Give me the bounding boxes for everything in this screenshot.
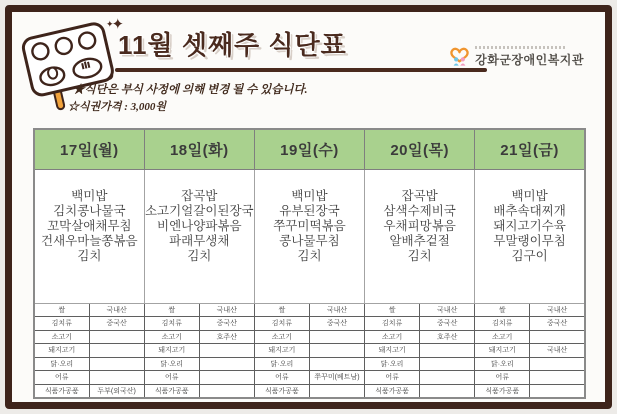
origin-value	[89, 330, 144, 344]
origin-value	[420, 371, 475, 385]
origin-value	[89, 371, 144, 385]
origin-label: 소고기	[475, 330, 530, 344]
menu-item: 꼬막살애채무침	[47, 218, 132, 233]
menu-cell	[34, 169, 144, 303]
day-header-row	[34, 129, 585, 169]
origin-label: 소고기	[254, 330, 309, 344]
notice-price: ☆식권가격 : 3,000원	[68, 101, 167, 113]
origin-value	[199, 384, 254, 398]
origin-value	[420, 357, 475, 371]
origin-value	[309, 384, 364, 398]
origin-value	[309, 357, 364, 371]
origin-label: 소고기	[34, 330, 89, 344]
origin-label: 김치류	[365, 317, 420, 331]
menu-item: 파래무생채	[169, 234, 230, 249]
origin-label: 돼지고기	[144, 344, 199, 358]
org-name: 강화군장애인복지관	[475, 53, 584, 67]
origin-label: 닭·오리	[365, 357, 420, 371]
origin-value	[420, 384, 475, 398]
origin-value: 중국산	[89, 317, 144, 331]
menu-item: 잡곡밥	[401, 188, 438, 203]
origin-row	[34, 384, 585, 398]
day-header: 21일(금)	[475, 129, 585, 169]
logo-tagline	[475, 46, 567, 49]
origin-label: 쌀	[254, 303, 309, 317]
origin-value: 국내산	[420, 303, 475, 317]
menu-item: 백미밥	[291, 188, 328, 203]
origin-label: 닭·오리	[34, 357, 89, 371]
menu-item: 쭈꾸미떡볶음	[273, 218, 346, 233]
origin-label: 쌀	[144, 303, 199, 317]
origin-label: 돼지고기	[34, 344, 89, 358]
menu-item: 우채피망볶음	[383, 218, 456, 233]
day-header: 18일(화)	[144, 129, 254, 169]
origin-value	[89, 357, 144, 371]
origin-value	[530, 330, 585, 344]
origin-label: 소고기	[144, 330, 199, 344]
menu-item: 유부된장국	[279, 203, 340, 218]
origin-row	[34, 330, 585, 344]
origin-label: 식품가공품	[365, 384, 420, 398]
origin-label: 돼지고기	[254, 344, 309, 358]
origin-value: 중국산	[309, 317, 364, 331]
origin-value: 중국산	[199, 317, 254, 331]
origin-value	[530, 371, 585, 385]
page-title: 11월 셋째주 식단표	[118, 30, 347, 60]
notice-change: ★식단은 부식 사정에 의해 변경 될 수 있습니다.	[73, 84, 308, 96]
menu-item: 소고기얼갈이된장국	[144, 203, 254, 218]
menu-item: 김치	[297, 249, 322, 264]
day-header: 19일(수)	[254, 129, 364, 169]
origin-value	[199, 371, 254, 385]
origin-label: 어류	[144, 371, 199, 385]
title-underline	[115, 68, 487, 72]
origin-value	[199, 344, 254, 358]
menu-item: 김치콩나물국	[53, 203, 126, 218]
menu-cell	[365, 169, 475, 303]
menu-table	[33, 128, 586, 399]
heart-family-icon	[448, 46, 471, 68]
sparkle-icon: ✦✦	[106, 16, 123, 33]
origin-label: 김치류	[475, 317, 530, 331]
origin-value	[199, 357, 254, 371]
menu-item: 김치	[77, 249, 102, 264]
menu-cell	[475, 169, 585, 303]
origin-label: 김치류	[144, 317, 199, 331]
org-logo	[448, 46, 584, 68]
origin-value: 국내산	[199, 303, 254, 317]
origin-value	[420, 344, 475, 358]
origin-label: 식품가공품	[254, 384, 309, 398]
menu-cell	[254, 169, 364, 303]
menu-item: 잡곡밥	[181, 188, 218, 203]
origin-row	[34, 371, 585, 385]
menu-item: 삼색수제비국	[383, 203, 456, 218]
origin-label: 닭·오리	[144, 357, 199, 371]
poster-frame	[5, 5, 612, 409]
origin-row	[34, 317, 585, 331]
menu-item: 김치	[407, 249, 432, 264]
origin-label: 돼지고기	[475, 344, 530, 358]
origin-value	[89, 344, 144, 358]
menu-cell	[144, 169, 254, 303]
origin-row	[34, 357, 585, 371]
day-header: 17일(월)	[34, 129, 144, 169]
menu-item: 알배추겉절	[389, 234, 450, 249]
menu-item: 백미밥	[511, 188, 548, 203]
origin-value	[309, 330, 364, 344]
origin-value: 중국산	[420, 317, 475, 331]
origin-value: 호주산	[420, 330, 475, 344]
origin-value	[530, 384, 585, 398]
origin-label: 식품가공품	[475, 384, 530, 398]
origin-label: 소고기	[365, 330, 420, 344]
origin-row	[34, 303, 585, 317]
menu-item: 배추속대찌개	[493, 203, 566, 218]
origin-label: 김치류	[34, 317, 89, 331]
menu-item: 백미밥	[71, 188, 108, 203]
menu-item: 비엔나양파볶음	[157, 218, 242, 233]
origin-value: 호주산	[199, 330, 254, 344]
origin-row	[34, 344, 585, 358]
origin-tbody	[34, 303, 585, 398]
origin-label: 닭·오리	[475, 357, 530, 371]
origin-value: 국내산	[530, 344, 585, 358]
origin-label: 어류	[254, 371, 309, 385]
origin-label: 식품가공품	[144, 384, 199, 398]
menu-table-wrap	[33, 128, 586, 399]
origin-label: 김치류	[254, 317, 309, 331]
menu-item: 콩나물무침	[279, 234, 340, 249]
origin-value: 두부(외국산)	[89, 384, 144, 398]
menu-item: 김구이	[511, 249, 548, 264]
menu-item: 김치	[187, 249, 212, 264]
origin-label: 쌀	[475, 303, 530, 317]
origin-label: 쌀	[34, 303, 89, 317]
origin-value: 국내산	[530, 303, 585, 317]
menu-item: 무말랭이무침	[493, 234, 566, 249]
origin-label: 닭·오리	[254, 357, 309, 371]
menu-row	[34, 169, 585, 303]
origin-value: 국내산	[89, 303, 144, 317]
origin-value	[309, 344, 364, 358]
menu-item: 돼지고기수육	[493, 218, 566, 233]
origin-value: 국내산	[309, 303, 364, 317]
origin-label: 어류	[34, 371, 89, 385]
origin-value: 쭈꾸미(베트남)	[309, 371, 364, 385]
origin-label: 쌀	[365, 303, 420, 317]
day-header: 20일(목)	[365, 129, 475, 169]
origin-label: 어류	[365, 371, 420, 385]
menu-item: 건새우마늘쫑볶음	[41, 234, 138, 249]
origin-label: 어류	[475, 371, 530, 385]
origin-value	[530, 357, 585, 371]
origin-label: 돼지고기	[365, 344, 420, 358]
origin-label: 식품가공품	[34, 384, 89, 398]
origin-value: 중국산	[530, 317, 585, 331]
